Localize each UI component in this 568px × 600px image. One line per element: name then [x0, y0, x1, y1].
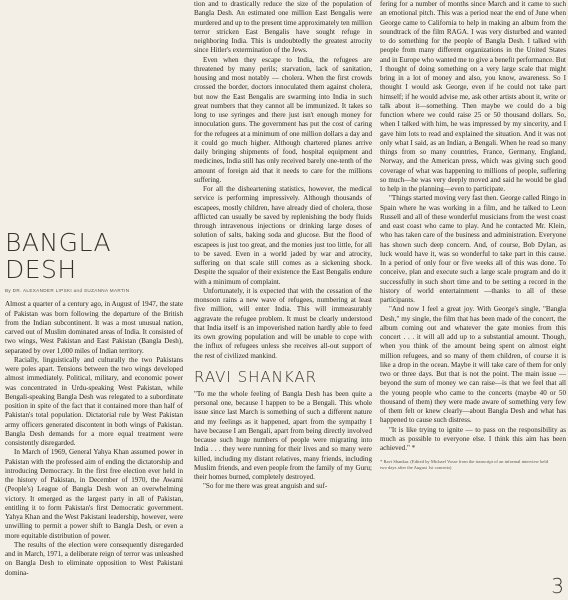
- article-title: BANGLA DESH: [5, 228, 112, 284]
- column-left: [5, 0, 183, 578]
- paragraph: "To me the whole feeling of Bangla Desh has been quite a personal one, because I happen to be a Bengali. This whole issue since last March is something of such a different nature and my feelings as it happened, apart from the sympathy I have because I am Bengali, apart from being directly involved because such huge numbers of people were migrating into India . . . they were running for their lives and so many were killed, including my distant relatives, many friends, including Muslim friends, and even people from the family of my Guru; their homes burned, completely destroyed.: [194, 389, 372, 481]
- paragraph: "So for me there was great anguish and suf-: [203, 482, 328, 491]
- paragraph: Racially, linguistically and culturally the two Pakistans were poles apart. Tensions between the two wings developed almost immediately. Political, military, and economic power was concentrated in Urdu-speaking West Pakistan, while Bengali-speaking Bangla Desh was relegated to a subordinate position in spite of the fact that it contained more than half of Pakistan's total population. Dictatorial rule by West Pakistan army officers generated discontent in both wings of Pakistan. Bangla Desh demands for a more equal treatment were consistently disregarded.: [5, 355, 183, 447]
- paragraph: "Things started moving very fast then. George called Ringo in Spain where he was working in a film, and he talked to Leon Russell and all of these wonderful musicians from the west coast and east coast who came to play. And he contacted Mr. Klein, who has taken care of the business and administration. Everyone has shown such deep concern. And, of course, Bob Dylan, as luck would have it, was so wonderful to take part in this cause. In a period of only four or five weeks all of this was done. To conceive, plan and execute such a large scale program and do it successfully in such short time and to be setting a record in the history of world entertainment —thanks to all of these participants.: [380, 194, 566, 304]
- column-middle: [194, 0, 372, 492]
- paragraph: "It is like trying to ignite — to pass on the responsibility as much as possible to everyone else. I think this aim has been achieved." *: [380, 425, 566, 452]
- column-right: [380, 0, 566, 470]
- footnote: * Ravi Shankar. (Edited by Michael Vosse from the transcript of an informal interview held two days after the August 1st concerts): [380, 459, 548, 470]
- paragraph: "And now I feel a great joy. With George's single, "Bangla Desh," my single, the film that has been made of the concert, the album coming out and whatever the gate monies from this concert . . . it will all add up to a substantial amount. Though, when you think of the amount being spent on almost eight million refugees, and so many of them children, of course it is like a drop in the ocean. Maybe it will take care of them for only two or three days. But that is not the point. The main issue — beyond the sum of money we can raise—is that we feel that all the young people who came to the concerts (maybe 40 or 50 thousand of them) they were made aware of something very few of them felt or knew clearly—about Bangla Desh and what has happened to cause such distress.: [380, 305, 566, 425]
- paragraph: In March of 1969, General Yahya Khan assumed power in Pakistan with the professed aim of ending the dictatorship and introducing Democracy. In the first free election ever held in the history of Pakistan, in December of 1970, the Awami (People's) League of Bangla Desh won an overwhelming victory. It emerged as the largest party in all of Pakistan, entitling it to form Pakistan's first Democratic government. Yahya Khan and the West Pakistani leadership, however, were unwilling to permit a power shift to Bangla Desh, or even a more equitable distribution of power.: [5, 448, 183, 540]
- paragraph: Even when they escape to India, the refugees are threatened by many perils; starvation, lack of sanitation, housing and most notably — cholera. When the first crowds crossed the border, doctors innoculated them against cholera, but now the East Bengalis are swarming into India in such great numbers that they cannot all be immunized. It takes so long to use syringes and there just isn't enough money for innoculation guns. The government has put the cost of caring for the refugees at a minimum of one million dollars a day and it could go much higher. Although chartered planes arrive daily bringing shipments of food, hospital equipment and medicines, India still has only received barely one-tenth of the amount of foreign aid that it needs to care for the millions suffering.: [194, 55, 372, 184]
- paragraph: The results of the election were consequently disregarded and in March, 1971, a deliberate reign of terror was unleashed on Bangla Desh to eliminate opposition to West Pakistani domina-: [5, 540, 183, 577]
- paragraph: For all the disheartening statistics, however, the medical service is performing impressively. Although thousands of escapees, mostly children, have already died of cholera, those afflicted can usually be saved by replenishing the body fluids through intravenous injections or drinking large doses of solution of salts, baking soda and glucose. But the flood of escapees is just too great, and the monies just too little, for all to be saved. Even in a world jaded by war and atrocity, suffering on that scale still comes as a sickening shock. Despite the squalor of their existence the East Bengalis endure with a minimum of complaint.: [194, 185, 372, 286]
- paragraph: fering for a number of months since March and it came to such an emotional pitch. This was a period near the end of June when George came to California to help in making an album from the soundtrack of the film RAGA. I was very disturbed and wanted to do something for the people of Bangla Desh. I talked with people from many different organizations in the United States and in Europe who wanted me to give a benefit performance. But I thought of doing something on a very large scale that might bring in a lot of money and also, you know, awareness. So I thought I would ask George, even if he could not take part himself; if he would advise me, ask other artists about it, write or talk about it—something. Then maybe we could do a big function where we could raise 25 or 50 thousand dollars. So, when I talked with him, he was impressed by my sincerity, and I gave him lots to read and explained the situation. And it was not only what I said, as an Indian, a Bengali. When he read so many things from so many countries, France, Germany, England, Norway, and the American press, which was giving such good coverage of what was happening to millions of people, suffering so much—he was very deeply moved and said he would be glad to help in the planning—even to participate.: [380, 0, 566, 193]
- byline: By DR. ALEXANDER LIPSKI and SUZANNA MARTIN: [5, 288, 130, 293]
- section-subtitle: RAVI SHANKAR: [194, 367, 318, 386]
- page-number: 3: [551, 574, 564, 598]
- paragraph: Unfortunately, it is expected that with the cessation of the monsoon rains a new wave of refugees, numbering at least five million, will enter India. This will immeasurably aggravate the refugee problem. It must be clearly understood that India itself is an impoverished nation hardly able to feed its own growing population and will be unable to cope with the influx of refugees unless she receives all-out support of the rest of civilized mankind.: [194, 286, 372, 360]
- paragraph: Almost a quarter of a century ago, in August of 1947, the state of Pakistan was born following the departure of the British from the Indian subcontinent. It was a most unusual nation, carved out of Muslim dominated areas of India. It consisted of two wings, West Pakistan and East Pakistan (Bangla Desh), separated by over 1,000 miles of Indian territory.: [5, 300, 183, 355]
- paragraph: tion and to drastically reduce the size of the population of Bangla Desh. An estimated one million East Bengalis were murdered and up to the present time approximately ten million terror stricken East Bengalis have sought refuge in neighboring India. This is undoubtedly the greatest atrocity since Hitler's extermination of the Jews.: [194, 0, 372, 55]
